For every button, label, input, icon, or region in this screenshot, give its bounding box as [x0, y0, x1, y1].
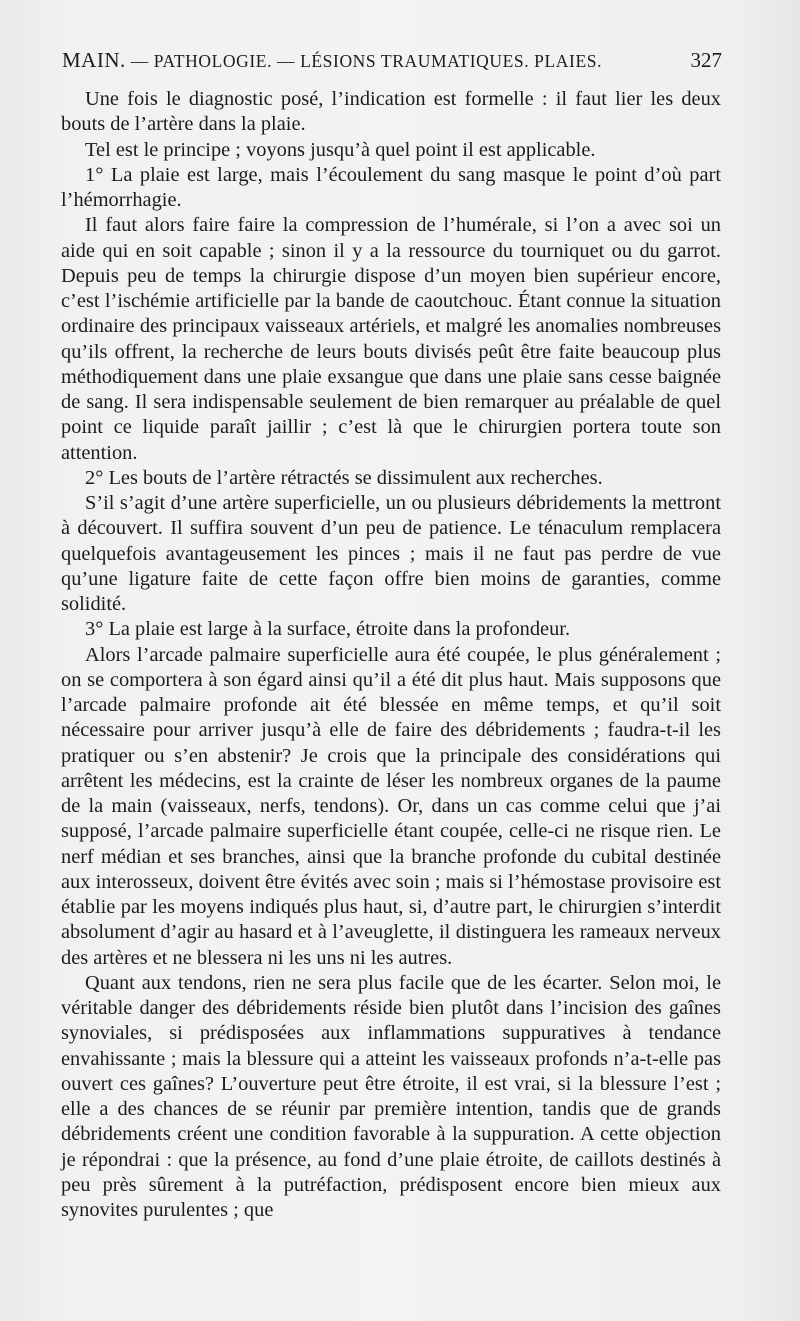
running-title-rest: — PATHOLOGIE. — LÉSIONS TRAUMATIQUES. PLAIES. — [130, 51, 603, 71]
page-number: 327 — [690, 48, 722, 72]
running-header — [62, 48, 722, 78]
paragraph: Tel est le principe ; voyons jusqu’à quel point il est applicable. — [85, 138, 596, 161]
running-title-main: MAIN. — [62, 48, 126, 72]
paragraph: 2° Les bouts de l’artère rétractés se dissimulent aux recherches. — [85, 466, 603, 489]
running-title — [62, 48, 602, 73]
paragraph: Alors l’arcade palmaire superficielle aura été coupée, le plus généralement ; on se comportera à son égard ainsi qu’il a été dit plus haut. Mais supposons que l’arcade palmaire profonde ait été blessée en même temps, et qu’il soit nécessaire pour arriver jusqu’à elle de faire des débridements ; faudra-t-il les pratiquer ou s’en abstenir? Je crois que la principale des considérations qui arrêtent les médecins, est la crainte de léser les nombreux organes de la paume de la main (vaisseaux, nerfs, tendons). Or, dans un cas comme celui que j’ai supposé, l’arcade palmaire superficielle étant coupée, celle-ci ne risque rien. Le nerf médian et ses branches, ainsi que la branche profonde du cubital destinée aux interosseux, doivent être évités avec soin ; mais si l’hémostase provisoire est établie par les moyens indiqués plus haut, si, d’autre part, le chirurgien s’interdit absolument d’agir au hasard et à l’aveuglette, il distinguera les rameaux nerveux des artères et ne blessera ni les uns ni les autres. — [61, 643, 721, 969]
paragraph: Une fois le diagnostic posé, l’indication est formelle : il faut lier les deux bouts de l’artère dans la plaie. — [61, 88, 721, 136]
paragraph: S’il s’agit d’une artère superficielle, un ou plusieurs débridements la mettront à découvert. Il suffira souvent d’un peu de patience. Le ténaculum remplacera quelquefois avantageusement les pinces ; mais il ne faut pas perdre de vue qu’une ligature faite de cette façon offre bien moins de garanties, comme solidité. — [61, 492, 721, 615]
paragraph: 1° La plaie est large, mais l’écoulement du sang masque le point d’où part l’hémorrhagie. — [61, 163, 721, 211]
page-body — [61, 87, 721, 1223]
paragraph: 3° La plaie est large à la surface, étroite dans la profondeur. — [85, 618, 571, 641]
paragraph: Il faut alors faire faire la compression de l’humérale, si l’on a avec soi un aide qui en soit capable ; sinon il y a la ressource du tourniquet ou du garrot. Depuis peu de temps la chirurgie dispose d’un moyen bien supérieur encore, c’est l’ischémie artificielle par la bande de caoutchouc. Étant connue la situation ordinaire des principaux vaisseaux artériels, et malgré les anomalies nombreuses qu’ils offrent, la recherche de leurs bouts divisés peût être faite beaucoup plus méthodiquement dans une plaie exsangue que dans une plaie sans cesse baignée de sang. Il sera indispensable seulement de bien remarquer au préalable de quel point ce liquide paraît jaillir ; c’est là que le chirurgien portera toute son attention. — [61, 214, 721, 464]
paragraph: Quant aux tendons, rien ne sera plus facile que de les écarter. Selon moi, le véritable danger des débridements réside bien plutôt dans l’incision des gaînes synoviales, si prédisposées aux inflammations suppuratives à tendance envahissante ; mais la blessure qui a atteint les vaisseaux profonds n’a-t-elle pas ouvert ces gaînes? L’ouverture peut être étroite, il est vrai, si la blessure l’est ; elle a des chances de se réunir par première intention, tandis que de grands débridements créent une condition favorable à la suppuration. A cette objection je répondrai : que la présence, au fond d’une plaie étroite, de caillots destinés à peu près sûrement à la putréfaction, prédisposent encore bien mieux aux synovites purulentes ; que — [61, 971, 721, 1221]
